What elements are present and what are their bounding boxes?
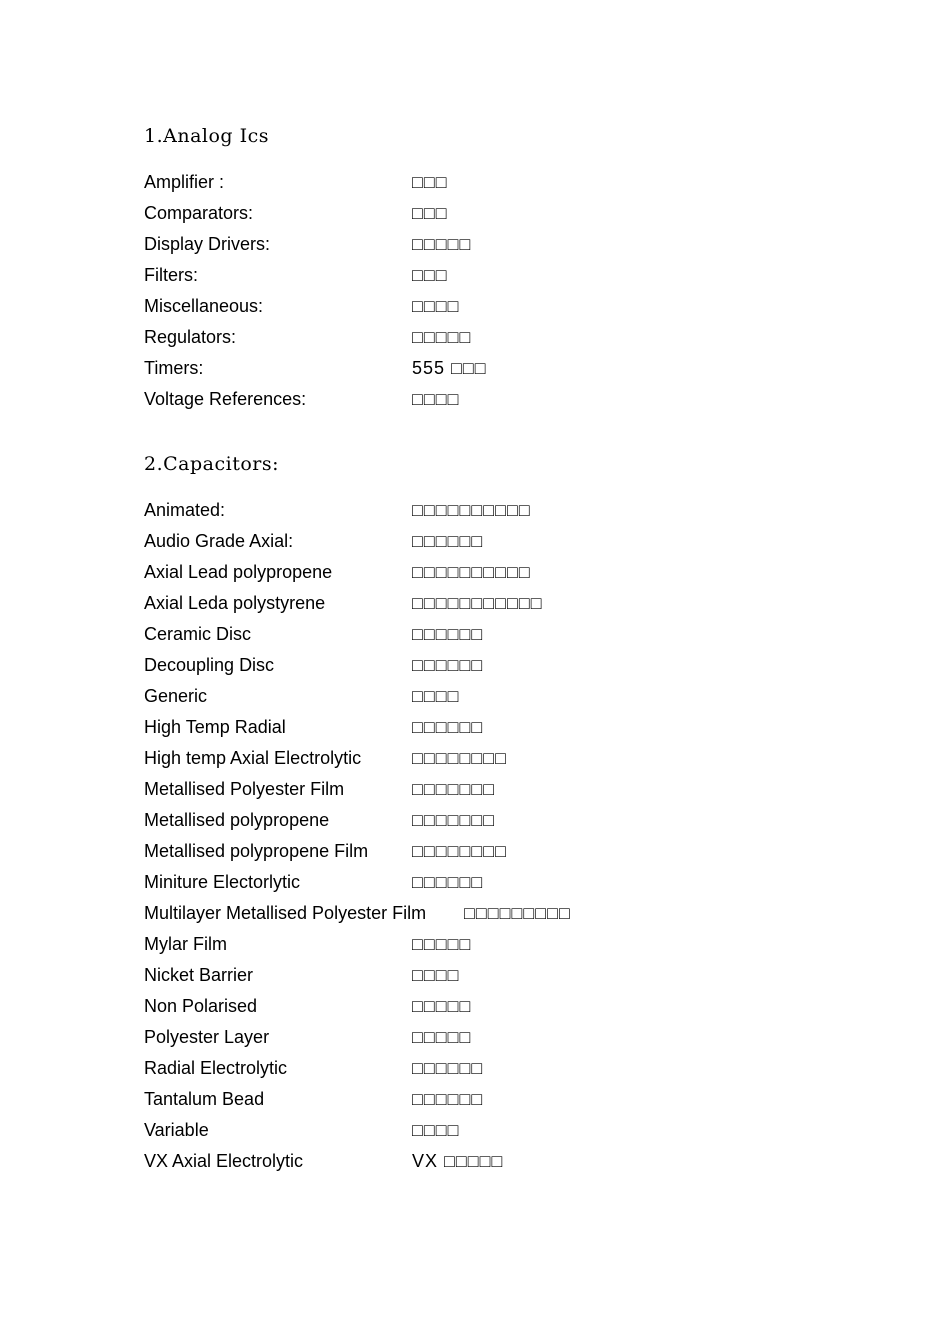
document-page: [144, 122, 904, 1177]
item-description: □□□□□□□□: [412, 841, 507, 861]
item-term: Display Drivers:: [144, 234, 271, 254]
section-title-analog-ics: 1.Analog Ics: [144, 125, 270, 147]
list-item: [144, 229, 904, 260]
list-item: [144, 960, 904, 991]
item-term: Filters:: [144, 265, 198, 285]
item-term: Polyester Layer: [144, 1027, 270, 1047]
item-description: □□□□□: [412, 327, 472, 347]
item-description: □□□□□□: [412, 1089, 484, 1109]
list-item: [144, 291, 904, 322]
list-item: [144, 384, 904, 415]
item-term: Nicket Barrier: [144, 965, 254, 985]
item-description: □□□□□□: [412, 624, 484, 644]
list-item: [144, 650, 904, 681]
list-item: [144, 898, 904, 929]
item-description: 555 □□□: [412, 358, 487, 378]
item-term: Miniture Electorlytic: [144, 872, 301, 892]
item-term: Regulators:: [144, 327, 237, 347]
item-term: Non Polarised: [144, 996, 258, 1016]
item-term: Variable: [144, 1120, 209, 1140]
list-item: [144, 774, 904, 805]
list-item: [144, 1022, 904, 1053]
item-description: □□□□□: [412, 934, 472, 954]
list-item: [144, 526, 904, 557]
item-description: □□□□□□□: [412, 810, 496, 830]
item-term: Radial Electrolytic: [144, 1058, 288, 1078]
item-description: □□□□: [412, 389, 460, 409]
item-term: Amplifier :: [144, 172, 225, 192]
item-description: □□□□□□□□□: [464, 903, 571, 923]
item-description: □□□□: [412, 1120, 460, 1140]
list-item: [144, 1053, 904, 1084]
list-item: [144, 681, 904, 712]
item-term: Audio Grade Axial:: [144, 531, 294, 551]
list-item: [144, 353, 904, 384]
item-term: Ceramic Disc: [144, 624, 252, 644]
list-item: [144, 929, 904, 960]
list-item: [144, 1146, 904, 1177]
item-description: □□□: [412, 265, 448, 285]
item-term: Voltage References:: [144, 389, 307, 409]
item-term: Generic: [144, 686, 208, 706]
item-description: □□□□□□□□□□: [412, 562, 531, 582]
list-item: [144, 619, 904, 650]
item-term: Timers:: [144, 358, 204, 378]
list-item: [144, 867, 904, 898]
item-description: □□□□□□□□□□: [412, 500, 531, 520]
item-description: □□□□: [412, 686, 460, 706]
analog-ics-list: [144, 167, 904, 415]
list-item: [144, 322, 904, 353]
item-term: Mylar Film: [144, 934, 227, 954]
item-description: □□□□□□: [412, 717, 484, 737]
item-term: Tantalum Bead: [144, 1089, 265, 1109]
item-description: □□□□□□□□: [412, 748, 507, 768]
list-item: [144, 588, 904, 619]
item-term: Miscellaneous:: [144, 296, 264, 316]
item-description: □□□: [412, 172, 448, 192]
item-term: Comparators:: [144, 203, 254, 223]
item-term: Axial Leda polystyrene: [144, 593, 326, 613]
item-description: □□□□□□: [412, 1058, 484, 1078]
section-title-capacitors: 2.Capacitors:: [144, 453, 280, 475]
list-item: [144, 743, 904, 774]
spacer: [144, 415, 904, 450]
item-description: □□□□□□□: [412, 779, 496, 799]
item-description: □□□□: [412, 296, 460, 316]
item-description: □□□□□: [412, 234, 472, 254]
capacitors-list: [144, 495, 904, 1177]
item-description: □□□□□□: [412, 655, 484, 675]
item-description: □□□□□: [412, 1027, 472, 1047]
item-term: High Temp Radial: [144, 717, 286, 737]
item-description: □□□□: [412, 965, 460, 985]
item-term: Metallised polypropene: [144, 810, 330, 830]
item-term: Multilayer Metallised Polyester Film: [144, 903, 427, 923]
list-item: [144, 991, 904, 1022]
list-item: [144, 836, 904, 867]
spacer: [144, 478, 904, 495]
item-term: Metallised Polyester Film: [144, 779, 345, 799]
list-item: [144, 712, 904, 743]
item-description: □□□□□: [412, 996, 472, 1016]
item-description: □□□□□□: [412, 531, 484, 551]
item-description: VX □□□□□: [412, 1151, 504, 1171]
list-item: [144, 198, 904, 229]
item-term: Metallised polypropene Film: [144, 841, 369, 861]
item-term: Decoupling Disc: [144, 655, 275, 675]
list-item: [144, 557, 904, 588]
list-item: [144, 495, 904, 526]
item-term: Animated:: [144, 500, 226, 520]
item-description: □□□□□□□□□□□: [412, 593, 543, 613]
list-item: [144, 260, 904, 291]
spacer: [144, 150, 904, 167]
item-description: □□□: [412, 203, 448, 223]
list-item: [144, 1115, 904, 1146]
list-item: [144, 167, 904, 198]
list-item: [144, 805, 904, 836]
item-term: VX Axial Electrolytic: [144, 1151, 304, 1171]
item-description: □□□□□□: [412, 872, 484, 892]
list-item: [144, 1084, 904, 1115]
item-term: High temp Axial Electrolytic: [144, 748, 362, 768]
item-term: Axial Lead polypropene: [144, 562, 333, 582]
